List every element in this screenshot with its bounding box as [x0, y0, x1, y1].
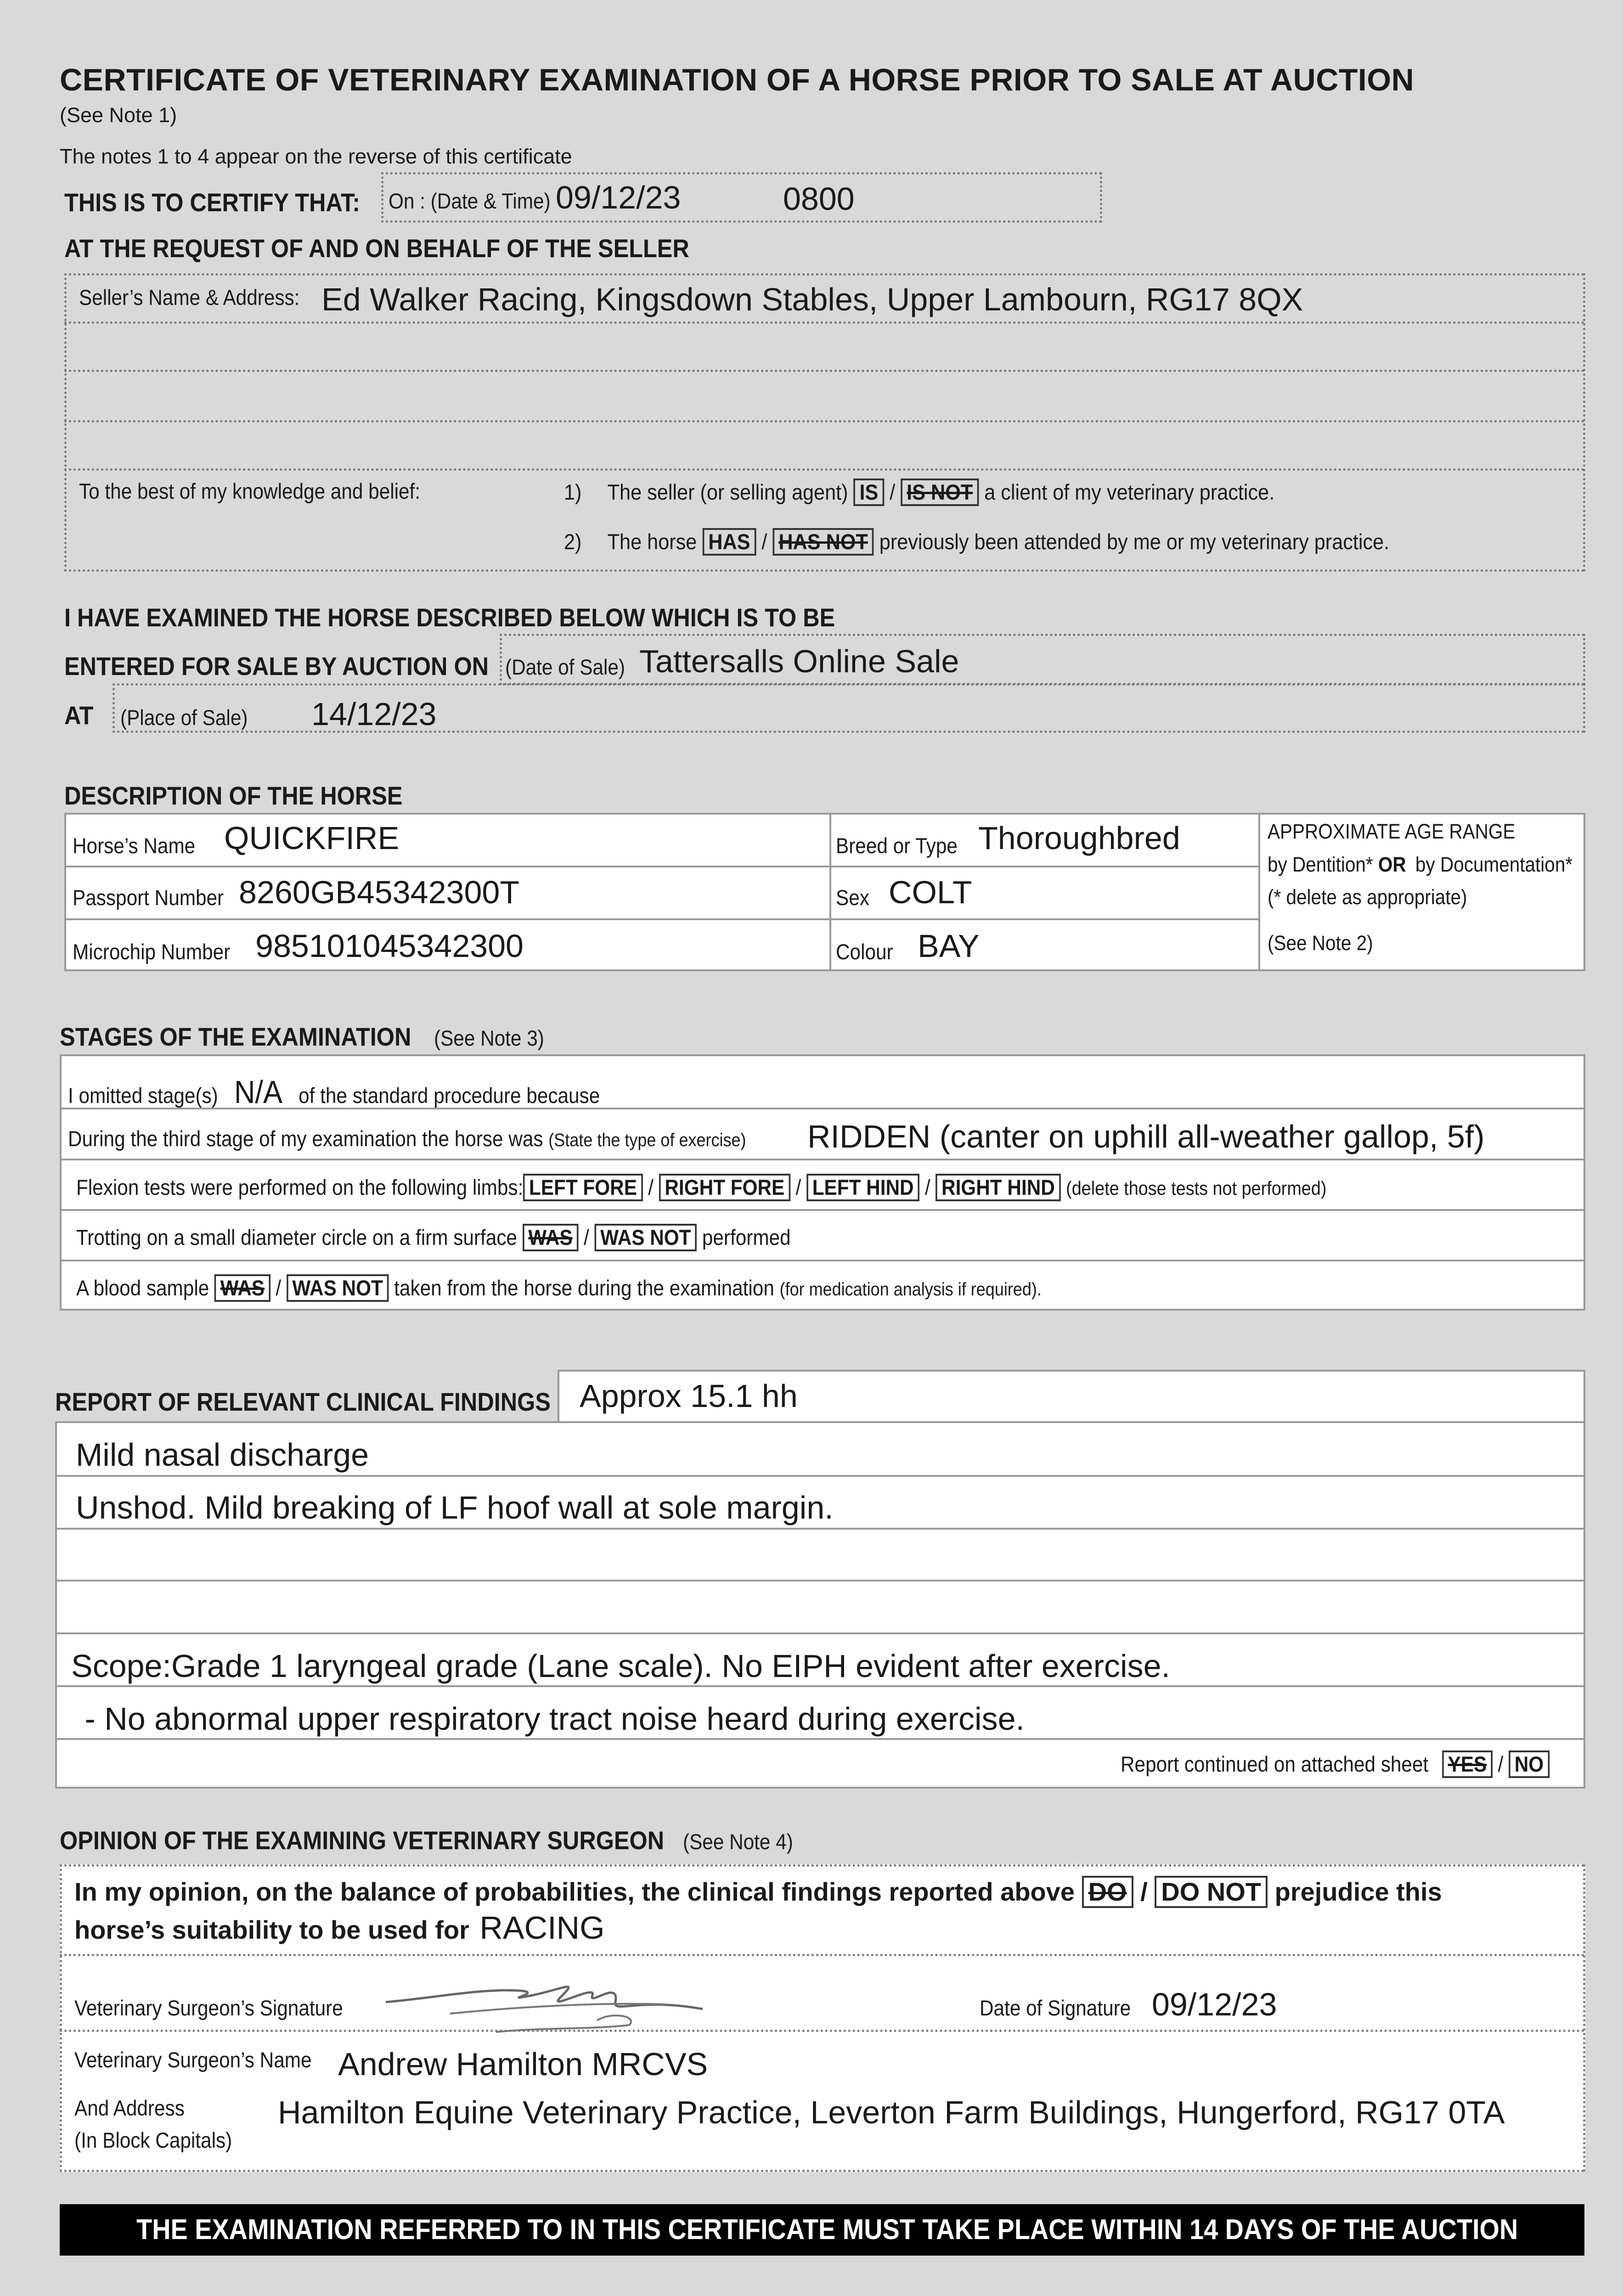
vet-name-value: Andrew Hamilton MRCVS — [338, 2046, 708, 2082]
request-heading: AT THE REQUEST OF AND ON BEHALF OF THE SELLER — [64, 234, 689, 263]
left-fore-option: LEFT FORE — [523, 1174, 642, 1201]
signature-image — [381, 1970, 712, 2043]
omitted-stages-row: I omitted stage(s) N/A of the standard procedure because — [68, 1074, 600, 1110]
block-capitals-label: (In Block Capitals) — [74, 2128, 232, 2152]
knowledge-item-1: 1) The seller (or selling agent) IS / IS NOT a client of my veterinary practice. — [564, 478, 1274, 506]
has-not-option: HAS NOT — [772, 528, 873, 556]
passport-label: Passport Number — [73, 885, 224, 910]
horse-name-label: Horse’s Name — [73, 833, 196, 858]
is-option: IS — [854, 478, 885, 506]
seller-label: Seller’s Name & Address: — [79, 285, 300, 310]
at-label: AT — [64, 701, 94, 730]
third-stage-row: During the third stage of my examination the horse was (State the type of exercise) — [68, 1126, 746, 1151]
finding-line-6: Scope:Grade 1 laryngeal grade (Lane scale). No EIPH evident after exercise. — [71, 1648, 1170, 1684]
right-hind-option: RIGHT HIND — [935, 1174, 1060, 1201]
findings-heading: REPORT OF RELEVANT CLINICAL FINDINGS — [55, 1387, 551, 1416]
opinion-heading: OPINION OF THE EXAMINING VETERINARY SURGEON (See Note 4) — [60, 1826, 793, 1855]
date-of-sale-value: Tattersalls Online Sale — [639, 643, 959, 679]
on-date-time-label: On : (Date & Time) — [389, 189, 551, 213]
date-of-signature-value: 09/12/23 — [1152, 1986, 1277, 2022]
opinion-use-value: RACING — [479, 1910, 605, 1946]
vet-name-label: Veterinary Surgeon’s Name — [74, 2048, 312, 2072]
stages-heading: STAGES OF THE EXAMINATION (See Note 3) — [60, 1022, 544, 1051]
finding-line-1: Approx 15.1 hh — [580, 1378, 798, 1414]
third-stage-value: RIDDEN (canter on uphill all-weather gallop, 5f) — [807, 1119, 1485, 1154]
seller-box — [64, 273, 1585, 572]
finding-line-2: Mild nasal discharge — [76, 1437, 369, 1473]
horse-heading: DESCRIPTION OF THE HORSE — [64, 781, 403, 810]
do-option: DO — [1082, 1876, 1133, 1908]
trot-was-not-option: WAS NOT — [595, 1224, 697, 1251]
flexion-row: Flexion tests were performed on the following limbs: LEFT FORE / RIGHT FORE / LEFT HIND / RIGHT HIND (delete those tests not performed) — [76, 1174, 1326, 1201]
exam-time: 0800 — [783, 181, 855, 217]
signature-label: Veterinary Surgeon’s Signature — [74, 1996, 343, 2020]
blood-was-not-option: WAS NOT — [287, 1274, 389, 1302]
left-hind-option: LEFT HIND — [806, 1174, 919, 1201]
place-of-sale-value: 14/12/23 — [311, 696, 437, 732]
vet-address-value: Hamilton Equine Veterinary Practice, Leverton Farm Buildings, Hungerford, RG17 0TA — [278, 2094, 1505, 2130]
knowledge-label: To the best of my knowledge and belief: — [79, 479, 421, 503]
do-not-option: DO NOT — [1155, 1876, 1268, 1908]
trot-was-option: WAS — [523, 1224, 579, 1251]
see-note-1: (See Note 1) — [60, 103, 177, 127]
continued-yes-option: YES — [1442, 1750, 1493, 1778]
blood-sample-row: A blood sample WAS / WAS NOT taken from the horse during the examination (for medication analysis if required). — [76, 1274, 1042, 1302]
age-range-title: APPROXIMATE AGE RANGE — [1268, 820, 1516, 843]
age-range-options: by Dentition* OR by Documentation* — [1268, 853, 1573, 876]
sale-heading-1: I HAVE EXAMINED THE HORSE DESCRIBED BELOW WHICH IS TO BE — [64, 603, 835, 632]
notes-line: The notes 1 to 4 appear on the reverse of this certificate — [60, 145, 572, 168]
finding-line-7: - No abnormal upper respiratory tract noise heard during exercise. — [76, 1701, 1025, 1737]
breed-value: Thoroughbred — [978, 820, 1180, 856]
omitted-stages-value: N/A — [234, 1074, 282, 1110]
blood-was-option: WAS — [214, 1274, 270, 1302]
horse-name-value: QUICKFIRE — [224, 820, 400, 856]
microchip-label: Microchip Number — [73, 940, 231, 964]
sex-label: Sex — [836, 885, 869, 910]
date-of-sale-label: (Date of Sale) — [505, 655, 625, 679]
opinion-statement: In my opinion, on the balance of probabilities, the clinical findings reported above DO / DO NOT prejudice this — [74, 1876, 1442, 1908]
continued-no-option: NO — [1509, 1750, 1550, 1778]
exam-date: 09/12/23 — [556, 180, 681, 215]
date-of-signature-label: Date of Signature — [980, 1996, 1131, 2020]
right-fore-option: RIGHT FORE — [659, 1174, 790, 1201]
certify-label: THIS IS TO CERTIFY THAT: — [64, 188, 361, 217]
is-not-option: IS NOT — [901, 478, 979, 506]
passport-value: 8260GB45342300T — [239, 874, 520, 910]
footer-notice: THE EXAMINATION REFERRED TO IN THIS CERTIFICATE MUST TAKE PLACE WITHIN 14 DAYS OF THE AUCTION — [60, 2204, 1584, 2256]
colour-label: Colour — [836, 940, 893, 964]
colour-value: BAY — [918, 928, 980, 964]
trotting-row: Trotting on a small diameter circle on a firm surface WAS / WAS NOT performed — [76, 1224, 791, 1251]
finding-line-3: Unshod. Mild breaking of LF hoof wall at sole margin. — [76, 1490, 834, 1525]
knowledge-item-2: 2) The horse HAS / HAS NOT previously been attended by me or my veterinary practice. — [564, 528, 1389, 556]
seller-value: Ed Walker Racing, Kingsdown Stables, Upper Lambourn, RG17 8QX — [321, 281, 1303, 317]
has-option: HAS — [702, 528, 756, 556]
sex-value: COLT — [889, 874, 972, 910]
microchip-value: 985101045342300 — [255, 928, 524, 964]
address-label: And Address — [74, 2096, 185, 2120]
age-delete-note: (* delete as appropriate) — [1268, 885, 1467, 909]
breed-label: Breed or Type — [836, 833, 958, 858]
report-continued-row: Report continued on attached sheet YES / NO — [1121, 1750, 1550, 1778]
sale-heading-2: ENTERED FOR SALE BY AUCTION ON — [64, 652, 489, 681]
place-of-sale-label: (Place of Sale) — [120, 705, 248, 730]
age-see-note: (See Note 2) — [1268, 931, 1373, 955]
page-title: CERTIFICATE OF VETERINARY EXAMINATION OF A HORSE PRIOR TO SALE AT AUCTION — [60, 62, 1414, 97]
opinion-use-row: horse’s suitability to be used for RACING — [74, 1910, 605, 1946]
